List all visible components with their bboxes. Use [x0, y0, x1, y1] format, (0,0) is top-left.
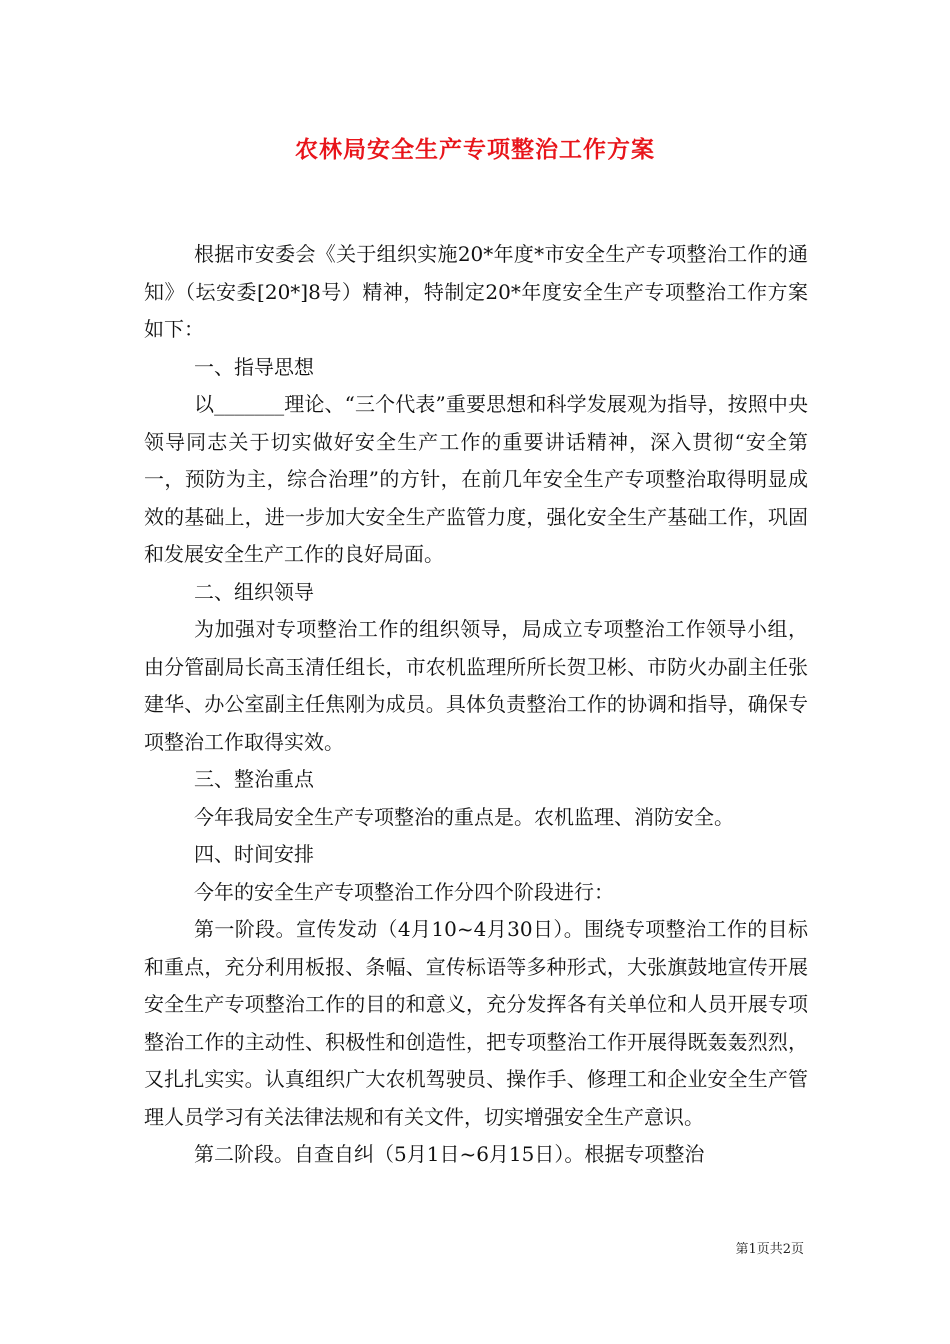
- paragraph-guiding-ideology: 以_______理论、“三个代表”重要思想和科学发展观为指导，按照中央领导同志关于切实做好安全生产工作的重要讲话精神，深入贯彻“安全第一，预防为主，综合治理”的方针，在前几年安全生产专项整治取得明显成效的基础上，进一步加大安全生产监管力度，强化安全生产基础工作，巩固和发展安全生产工作的良好局面。: [144, 392, 808, 566]
- paragraph-organization: 为加强对专项整治工作的组织领导，局成立专项整治工作领导小组，由分管副局长高玉清任组长，市农机监理所所长贺卫彬、市防火办副主任张建华、办公室副主任焦刚为成员。具体负责整治工作的协调和指导，确保专项整治工作取得实效。: [144, 617, 808, 754]
- section-heading-guiding-ideology: 一、指导思想: [194, 354, 314, 379]
- paragraph-key-points: 今年我局安全生产专项整治的重点是。农机监理、消防安全。: [194, 804, 734, 829]
- page-number: 第1页共2页: [735, 1242, 804, 1257]
- document-body: [144, 236, 808, 1174]
- paragraph-schedule-intro: 今年的安全生产专项整治工作分四个阶段进行：: [194, 879, 614, 904]
- paragraph-intro: 根据市安委会《关于组织实施20*年度*市安全生产专项整治工作的通知》（坛安委[20*]8号）精神，特制定20*年度安全生产专项整治工作方案如下：: [144, 242, 808, 341]
- section-heading-key-points: 三、整治重点: [194, 767, 314, 791]
- section-heading-organization: 二、组织领导: [194, 579, 314, 604]
- paragraph-stage-two: 第二阶段。自查自纠（5月1日~6月15日）。根据专项整治: [194, 1142, 705, 1166]
- paragraph-stage-one: 第一阶段。宣传发动（4月10~4月30日）。围绕专项整治工作的目标和重点，充分利用板报、条幅、宣传标语等多种形式，大张旗鼓地宣传开展安全生产专项整治工作的目的和意义，充分发挥各有关单位和人员开展专项整治工作的主动性、积极性和创造性，把专项整治工作开展得既轰轰烈烈，又扎扎实实。认真组织广大农机驾驶员、操作手、修理工和企业安全生产管理人员学习有关法律法规和有关文件，切实增强安全生产意识。: [144, 917, 808, 1129]
- document-title: 农林局安全生产专项整治工作方案: [295, 136, 655, 163]
- section-heading-schedule: 四、时间安排: [194, 842, 314, 866]
